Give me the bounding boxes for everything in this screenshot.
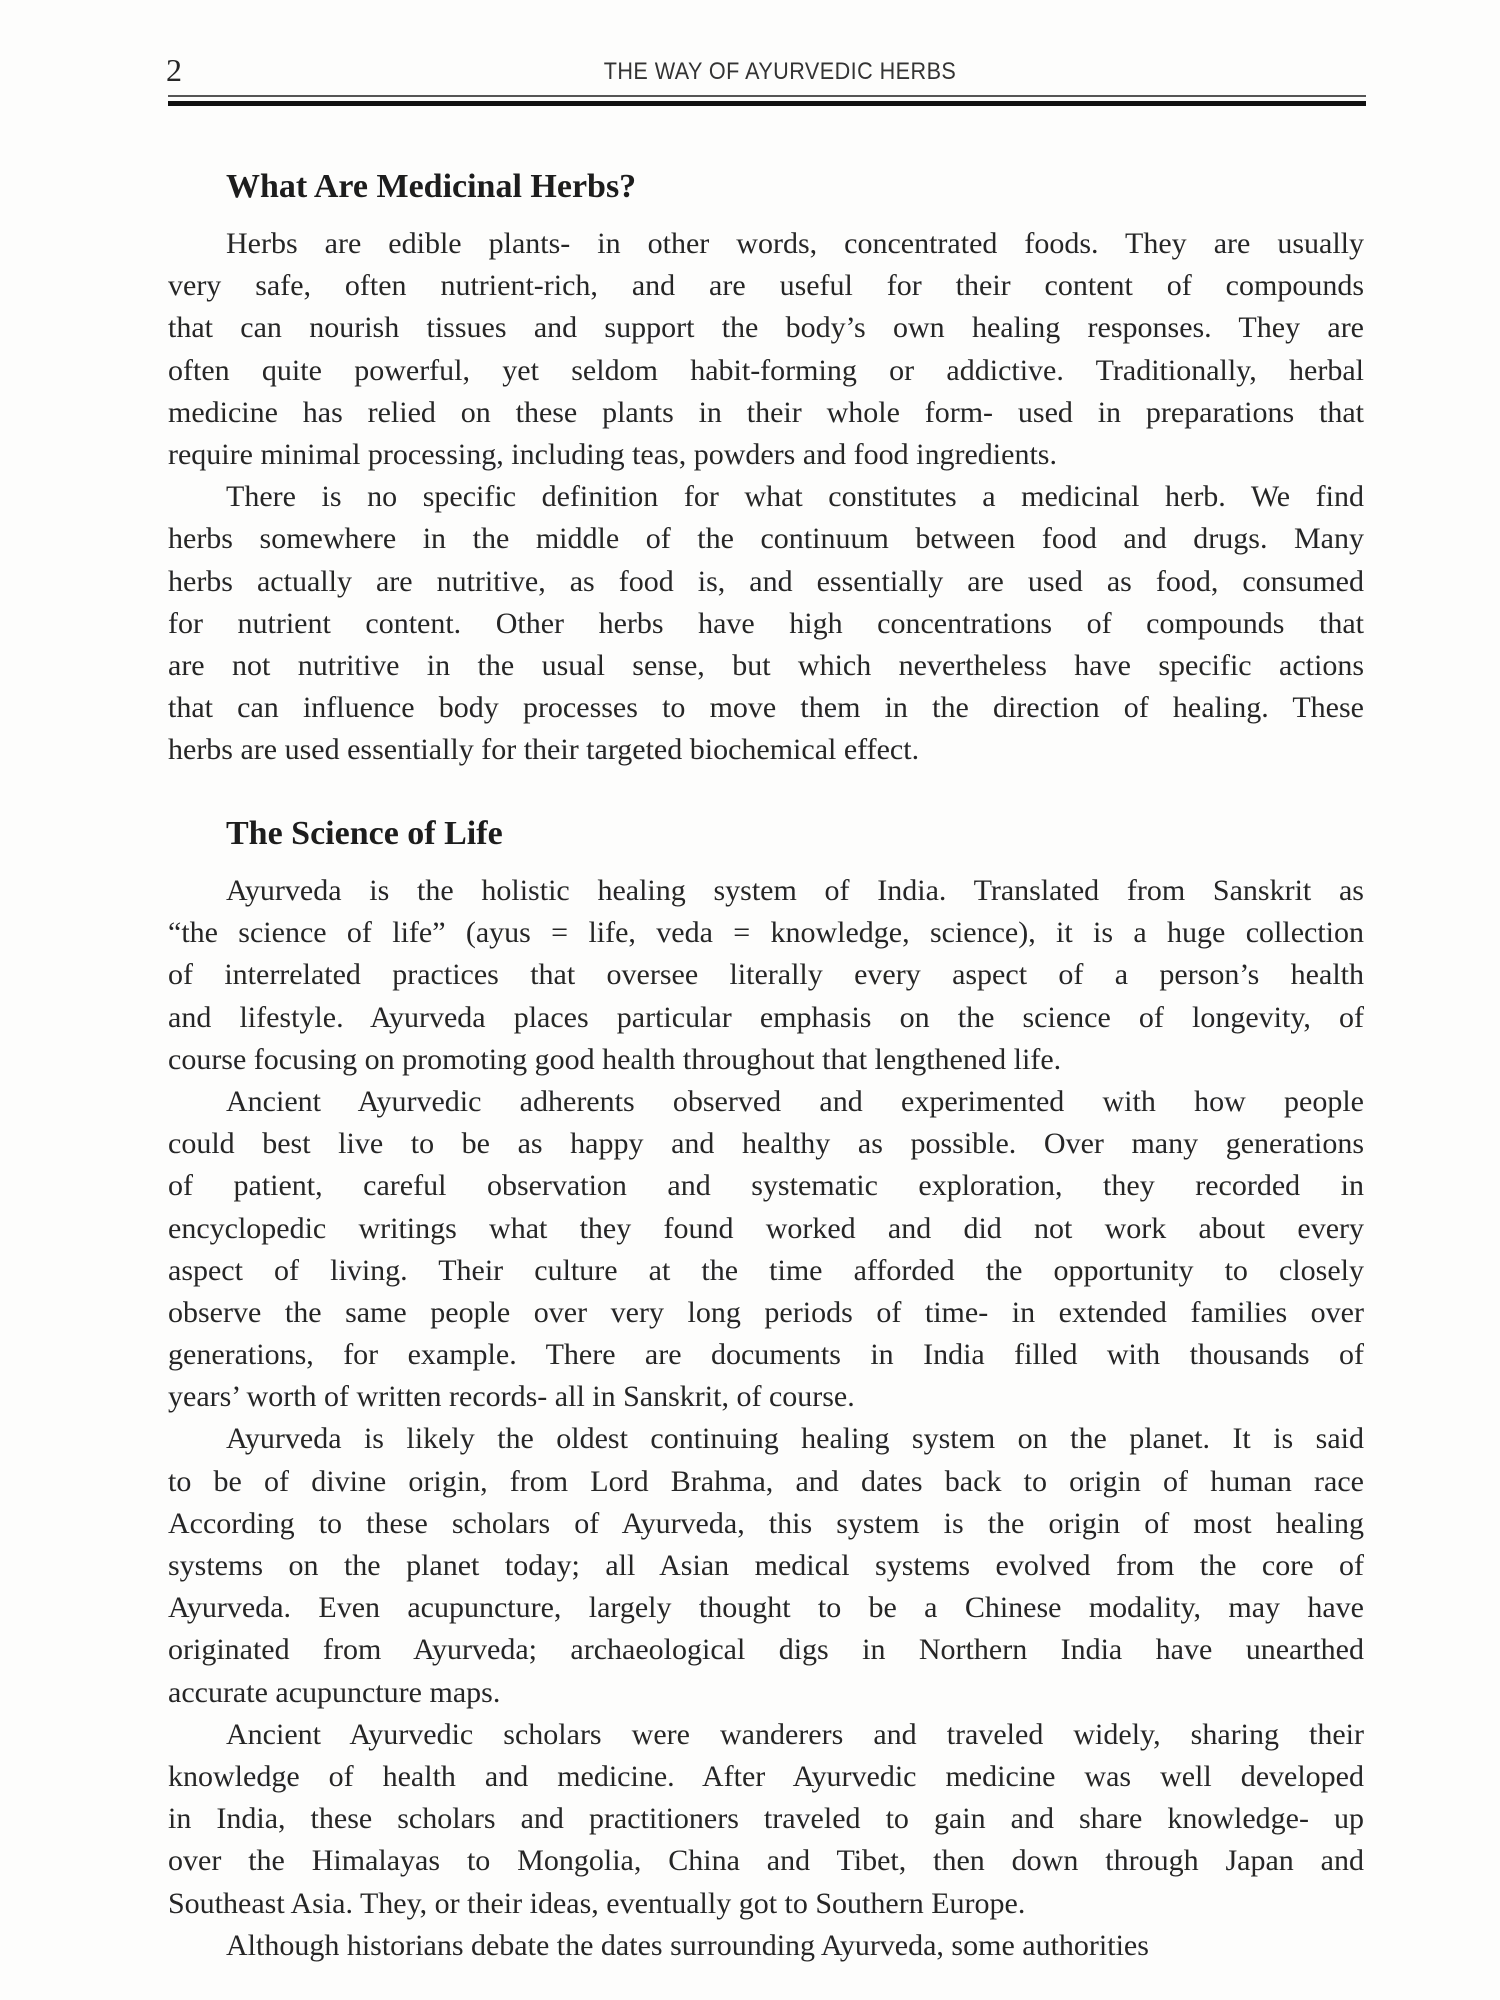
text-line: Ancient Ayurvedic adherents observed and experimented with how people: [226, 1084, 1364, 1118]
text-line: that can influence body processes to move them in the direction of healing. These: [168, 691, 1364, 725]
text-line: of interrelated practices that oversee literally every aspect of a person’s health: [168, 958, 1364, 992]
text-line: Although historians debate the dates surrounding Ayurveda, some authorities: [226, 1928, 1149, 1962]
section-heading-medicinal-herbs: What Are Medicinal Herbs?: [226, 168, 637, 205]
text-line: generations, for example. There are documents in India filled with thousands of: [168, 1338, 1364, 1372]
text-line: “the science of life” (ayus = life, veda = knowledge, science), it is a huge collection: [168, 916, 1364, 950]
text-line: Southeast Asia. They, or their ideas, eventually got to Southern Europe.: [168, 1886, 1026, 1920]
text-line: very safe, often nutrient-rich, and are useful for their content of compounds: [168, 269, 1364, 303]
paragraph: [168, 1081, 1364, 1419]
text-line: in India, these scholars and practitioners traveled to gain and share knowledge- up: [168, 1802, 1364, 1836]
text-line: knowledge of health and medicine. After Ayurvedic medicine was well developed: [168, 1759, 1364, 1793]
section-body-medicinal-herbs: [168, 223, 1364, 771]
text-line: require minimal processing, including teas, powders and food ingredients.: [168, 437, 1057, 471]
text-line: Ayurveda is likely the oldest continuing healing system on the planet. It is said: [226, 1422, 1364, 1456]
text-line: encyclopedic writings what they found worked and did not work about every: [168, 1211, 1364, 1245]
text-line: observe the same people over very long periods of time- in extended families over: [168, 1295, 1364, 1329]
text-line: that can nourish tissues and support the body’s own healing responses. They are: [168, 311, 1364, 345]
text-line: originated from Ayurveda; archaeological digs in Northern India have unearthed: [168, 1633, 1364, 1667]
text-line: to be of divine origin, from Lord Brahma, and dates back to origin of human race: [168, 1464, 1364, 1498]
paragraph: [168, 476, 1364, 771]
text-line: could best live to be as happy and healthy as possible. Over many generations: [168, 1127, 1364, 1161]
section-heading-science-of-life: The Science of Life: [226, 815, 503, 852]
header-rule-thin: [168, 95, 1366, 97]
text-line: Ayurveda is the holistic healing system of India. Translated from Sanskrit as: [226, 874, 1364, 907]
text-line: years’ worth of written records- all in Sanskrit, of course.: [168, 1380, 855, 1414]
text-line: systems on the planet today; all Asian medical systems evolved from the core of: [168, 1549, 1364, 1582]
text-line: According to these scholars of Ayurveda, this system is the origin of most healing: [168, 1506, 1364, 1540]
text-line: herbs actually are nutritive, as food is, and essentially are used as food, consumed: [168, 564, 1364, 598]
text-line: for nutrient content. Other herbs have high concentrations of compounds that: [168, 606, 1364, 640]
section-body-science-of-life: [168, 870, 1364, 1967]
text-line: of patient, careful observation and systematic exploration, they recorded in: [168, 1169, 1364, 1203]
text-line: accurate acupuncture maps.: [168, 1675, 501, 1709]
header-rule-thick: [168, 101, 1366, 106]
text-line: There is no specific definition for what constitutes a medicinal herb. We find: [226, 480, 1364, 514]
paragraph: [168, 1418, 1364, 1713]
text-line: over the Himalayas to Mongolia, China and Tibet, then down through Japan and: [168, 1844, 1364, 1878]
text-line: Ayurveda. Even acupuncture, largely thought to be a Chinese modality, may have: [168, 1591, 1364, 1625]
paragraph: [168, 1925, 1364, 1967]
text-line: course focusing on promoting good health throughout that lengthened life.: [168, 1042, 1062, 1076]
text-line: herbs somewhere in the middle of the continuum between food and drugs. Many: [168, 522, 1364, 556]
text-line: often quite powerful, yet seldom habit-forming or addictive. Traditionally, herbal: [168, 353, 1364, 387]
text-line: herbs are used essentially for their targeted biochemical effect.: [168, 733, 920, 767]
text-line: Herbs are edible plants- in other words, concentrated foods. They are usually: [226, 227, 1364, 260]
paragraph: [168, 1714, 1364, 1925]
text-line: and lifestyle. Ayurveda places particular emphasis on the science of longevity, of: [168, 1000, 1364, 1034]
paragraph: [168, 870, 1364, 1081]
paragraph: [168, 223, 1364, 476]
text-line: aspect of living. Their culture at the time afforded the opportunity to closely: [168, 1253, 1364, 1287]
page-number: 2: [166, 52, 182, 88]
text-line: medicine has relied on these plants in their whole form- used in preparations that: [168, 395, 1364, 429]
text-line: Ancient Ayurvedic scholars were wanderers and traveled widely, sharing their: [226, 1717, 1364, 1751]
text-line: are not nutritive in the usual sense, but which nevertheless have specific actions: [168, 648, 1364, 682]
running-title: THE WAY OF AYURVEDIC HERBS: [603, 58, 957, 85]
